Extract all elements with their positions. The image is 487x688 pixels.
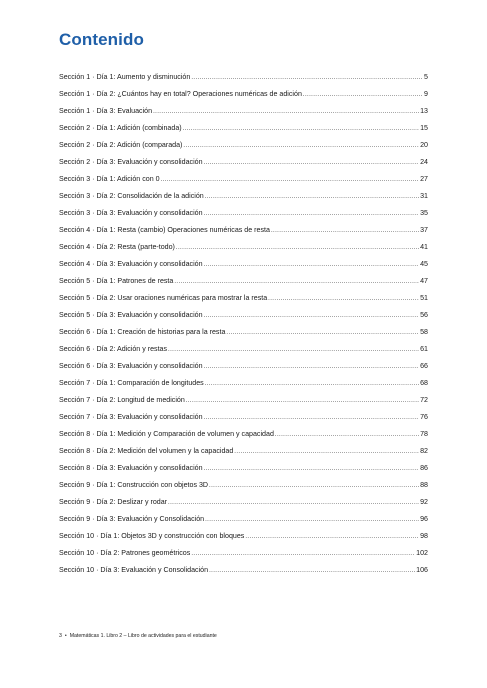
toc-dot-leader [204, 359, 420, 376]
toc-entry-label: Sección 8 · Día 3: Evaluación y consolidación [59, 464, 203, 472]
toc-entry-label: Sección 5 · Día 1: Patrones de resta [59, 277, 174, 285]
toc-entry[interactable] [59, 290, 428, 307]
toc-entry[interactable] [59, 375, 428, 392]
toc-dot-leader [268, 291, 419, 308]
toc-entry[interactable] [59, 86, 428, 103]
toc-dot-leader [245, 529, 419, 546]
toc-entry[interactable] [59, 443, 428, 460]
toc-entry-page-number: 106 [416, 566, 428, 574]
toc-dot-leader [186, 393, 419, 410]
toc-entry-page-number: 24 [420, 158, 428, 166]
toc-dot-leader [168, 495, 419, 512]
toc-entry[interactable] [59, 341, 428, 358]
toc-entry-page-number: 56 [420, 311, 428, 319]
toc-dot-leader [204, 308, 420, 325]
toc-entry[interactable] [59, 239, 428, 256]
table-of-contents [59, 69, 428, 579]
footer-page-number: 3 [59, 633, 62, 639]
toc-dot-leader [271, 223, 419, 240]
footer-book-title: Matemáticas 1. Libro 2 – Libro de actividades para el estudiante [69, 633, 217, 639]
toc-entry-label: Sección 2 · Día 2: Adición (comparada) [59, 141, 183, 149]
toc-dot-leader [226, 325, 419, 342]
toc-entry-page-number: 102 [416, 549, 428, 557]
toc-entry-page-number: 82 [420, 447, 428, 455]
toc-entry-page-number: 41 [420, 243, 428, 251]
toc-entry-page-number: 45 [420, 260, 428, 268]
toc-dot-leader [183, 121, 419, 138]
toc-entry-label: Sección 5 · Día 2: Usar oraciones numéricas para mostrar la resta [59, 294, 268, 302]
toc-entry-label: Sección 4 · Día 3: Evaluación y consolidación [59, 260, 203, 268]
toc-entry-label: Sección 9 · Día 3: Evaluación y Consolidación [59, 515, 205, 523]
toc-entry-page-number: 92 [420, 498, 428, 506]
toc-entry[interactable] [59, 171, 428, 188]
toc-entry[interactable] [59, 545, 428, 562]
toc-dot-leader [183, 138, 419, 155]
toc-dot-leader [209, 563, 415, 580]
toc-entry-label: Sección 1 · Día 3: Evaluación [59, 107, 153, 115]
toc-entry-page-number: 96 [420, 515, 428, 523]
toc-entry-label: Sección 10 · Día 3: Evaluación y Consolidación [59, 566, 209, 574]
toc-entry-label: Sección 3 · Día 2: Consolidación de la adición [59, 192, 204, 200]
toc-dot-leader [176, 240, 419, 257]
toc-dot-leader [204, 461, 420, 478]
toc-entry-label: Sección 4 · Día 1: Resta (cambio) Operaciones numéricas de resta [59, 226, 270, 234]
toc-entry-page-number: 47 [420, 277, 428, 285]
toc-entry-page-number: 61 [420, 345, 428, 353]
toc-entry[interactable] [59, 154, 428, 171]
toc-entry-label: Sección 6 · Día 1: Creación de historias para la resta [59, 328, 226, 336]
toc-entry[interactable] [59, 477, 428, 494]
page-footer [59, 633, 217, 639]
toc-entry-label: Sección 1 · Día 1: Aumento y disminución [59, 73, 191, 81]
toc-entry[interactable] [59, 222, 428, 239]
toc-entry-page-number: 20 [420, 141, 428, 149]
toc-entry[interactable] [59, 103, 428, 120]
toc-entry[interactable] [59, 307, 428, 324]
toc-entry[interactable] [59, 460, 428, 477]
toc-dot-leader [204, 155, 420, 172]
toc-entry-page-number: 76 [420, 413, 428, 421]
toc-entry-page-number: 66 [420, 362, 428, 370]
toc-entry-label: Sección 6 · Día 3: Evaluación y consolidación [59, 362, 203, 370]
toc-entry-page-number: 37 [420, 226, 428, 234]
toc-dot-leader [205, 512, 419, 529]
toc-entry-label: Sección 2 · Día 3: Evaluación y consolidación [59, 158, 203, 166]
toc-entry[interactable] [59, 409, 428, 426]
toc-entry-page-number: 58 [420, 328, 428, 336]
toc-entry-label: Sección 7 · Día 3: Evaluación y consolidación [59, 413, 203, 421]
toc-entry[interactable] [59, 205, 428, 222]
toc-entry-label: Sección 7 · Día 2: Longitud de medición [59, 396, 185, 404]
toc-dot-leader [153, 104, 419, 121]
footer-bullet: • [64, 633, 67, 639]
toc-entry-page-number: 51 [420, 294, 428, 302]
toc-entry[interactable] [59, 137, 428, 154]
toc-entry-label: Sección 8 · Día 1: Medición y Comparación de volumen y capacidad [59, 430, 274, 438]
toc-dot-leader [174, 274, 419, 291]
toc-entry-label: Sección 3 · Día 3: Evaluación y consolidación [59, 209, 203, 217]
toc-entry[interactable] [59, 392, 428, 409]
toc-entry-page-number: 35 [420, 209, 428, 217]
toc-dot-leader [275, 427, 419, 444]
toc-entry[interactable] [59, 358, 428, 375]
toc-dot-leader [161, 172, 420, 189]
toc-dot-leader [209, 478, 419, 495]
toc-entry[interactable] [59, 120, 428, 137]
toc-entry-page-number: 86 [420, 464, 428, 472]
toc-entry-page-number: 31 [420, 192, 428, 200]
toc-entry[interactable] [59, 256, 428, 273]
toc-entry-page-number: 9 [424, 90, 428, 98]
toc-dot-leader [204, 206, 420, 223]
toc-entry[interactable] [59, 494, 428, 511]
toc-entry-page-number: 13 [420, 107, 428, 115]
toc-entry[interactable] [59, 511, 428, 528]
toc-entry-label: Sección 10 · Día 2: Patrones geométricos [59, 549, 191, 557]
toc-dot-leader [204, 410, 420, 427]
page-title: Contenido [59, 30, 144, 49]
toc-entry[interactable] [59, 273, 428, 290]
toc-entry[interactable] [59, 562, 428, 579]
toc-dot-leader [205, 189, 419, 206]
toc-entry-page-number: 5 [424, 73, 428, 81]
toc-entry-label: Sección 9 · Día 1: Construcción con objetos 3D [59, 481, 209, 489]
toc-entry-page-number: 68 [420, 379, 428, 387]
toc-entry-page-number: 15 [420, 124, 428, 132]
toc-dot-leader [205, 376, 419, 393]
toc-entry-label: Sección 10 · Día 1: Objetos 3D y construcción con bloques [59, 532, 245, 540]
toc-dot-leader [168, 342, 419, 359]
toc-entry-label: Sección 5 · Día 3: Evaluación y consolidación [59, 311, 203, 319]
toc-entry-label: Sección 8 · Día 2: Medición del volumen y la capacidad [59, 447, 234, 455]
toc-dot-leader [234, 444, 419, 461]
toc-dot-leader [204, 257, 420, 274]
toc-entry-page-number: 98 [420, 532, 428, 540]
toc-entry[interactable] [59, 528, 428, 545]
toc-entry-label: Sección 9 · Día 2: Deslizar y rodar [59, 498, 168, 506]
toc-entry-label: Sección 6 · Día 2: Adición y restas [59, 345, 168, 353]
toc-entry-label: Sección 7 · Día 1: Comparación de longitudes [59, 379, 204, 387]
toc-entry-page-number: 27 [420, 175, 428, 183]
toc-entry-page-number: 72 [420, 396, 428, 404]
toc-entry[interactable] [59, 69, 428, 86]
toc-entry-label: Sección 4 · Día 2: Resta (parte-todo) [59, 243, 175, 251]
toc-entry-label: Sección 1 · Día 2: ¿Cuántos hay en total? Operaciones numéricas de adición [59, 90, 302, 98]
toc-entry-page-number: 78 [420, 430, 428, 438]
toc-dot-leader [191, 546, 415, 563]
toc-entry[interactable] [59, 426, 428, 443]
toc-entry[interactable] [59, 188, 428, 205]
toc-entry-label: Sección 3 · Día 1: Adición con 0 [59, 175, 160, 183]
toc-dot-leader [191, 70, 423, 87]
toc-entry-page-number: 88 [420, 481, 428, 489]
toc-entry-label: Sección 2 · Día 1: Adición (combinada) [59, 124, 182, 132]
toc-dot-leader [303, 87, 423, 104]
toc-entry[interactable] [59, 324, 428, 341]
